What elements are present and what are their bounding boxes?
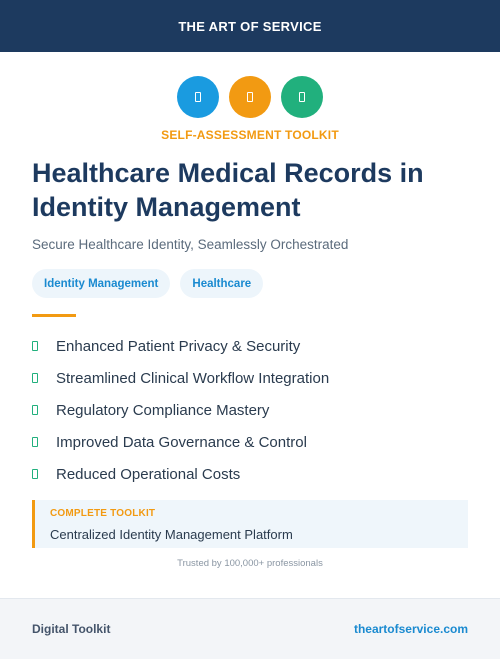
page-title: Healthcare Medical Records in Identity Management bbox=[32, 158, 424, 222]
tag-identity-management[interactable]: Identity Management bbox=[32, 269, 170, 298]
accent-divider bbox=[32, 314, 76, 317]
document-glyph-icon bbox=[195, 92, 201, 102]
green-icon bbox=[281, 76, 323, 118]
trusted-note: Trusted by 100,000+ professionals bbox=[177, 558, 323, 569]
website-link[interactable]: theartofservice.com bbox=[353, 622, 468, 636]
document-glyph-icon bbox=[299, 92, 305, 102]
footer-label: Digital Toolkit bbox=[32, 622, 111, 636]
orange-icon bbox=[229, 76, 271, 118]
feature-text: Regulatory Compliance Mastery bbox=[56, 401, 270, 419]
top-banner bbox=[0, 0, 500, 52]
toolkit-kicker: SELF-ASSESSMENT TOOLKIT bbox=[161, 128, 339, 142]
brand-name: THE ART OF SERVICE bbox=[178, 18, 322, 34]
footer bbox=[0, 598, 500, 659]
check-icon bbox=[32, 469, 38, 479]
callout-label: COMPLETE TOOLKIT bbox=[50, 508, 156, 519]
page-subtitle: Secure Healthcare Identity, Seamlessly Orchestrated bbox=[32, 237, 349, 252]
check-icon bbox=[32, 405, 38, 415]
list-item bbox=[32, 394, 329, 426]
feature-text: Reduced Operational Costs bbox=[56, 465, 241, 483]
icon-row bbox=[0, 76, 500, 118]
feature-text: Improved Data Governance & Control bbox=[56, 433, 307, 451]
feature-text: Enhanced Patient Privacy & Security bbox=[56, 337, 301, 355]
feature-list bbox=[32, 330, 329, 490]
list-item bbox=[32, 426, 329, 458]
list-item bbox=[32, 458, 329, 490]
list-item bbox=[32, 330, 329, 362]
toolkit-callout bbox=[32, 500, 468, 548]
check-icon bbox=[32, 373, 38, 383]
check-icon bbox=[32, 437, 38, 447]
tag-healthcare[interactable]: Healthcare bbox=[180, 269, 263, 298]
check-icon bbox=[32, 341, 38, 351]
document-glyph-icon bbox=[247, 92, 253, 102]
callout-text: Centralized Identity Management Platform bbox=[50, 527, 293, 542]
feature-text: Streamlined Clinical Workflow Integration bbox=[56, 369, 330, 387]
blue-icon bbox=[177, 76, 219, 118]
list-item bbox=[32, 362, 329, 394]
tag-list bbox=[32, 269, 263, 298]
